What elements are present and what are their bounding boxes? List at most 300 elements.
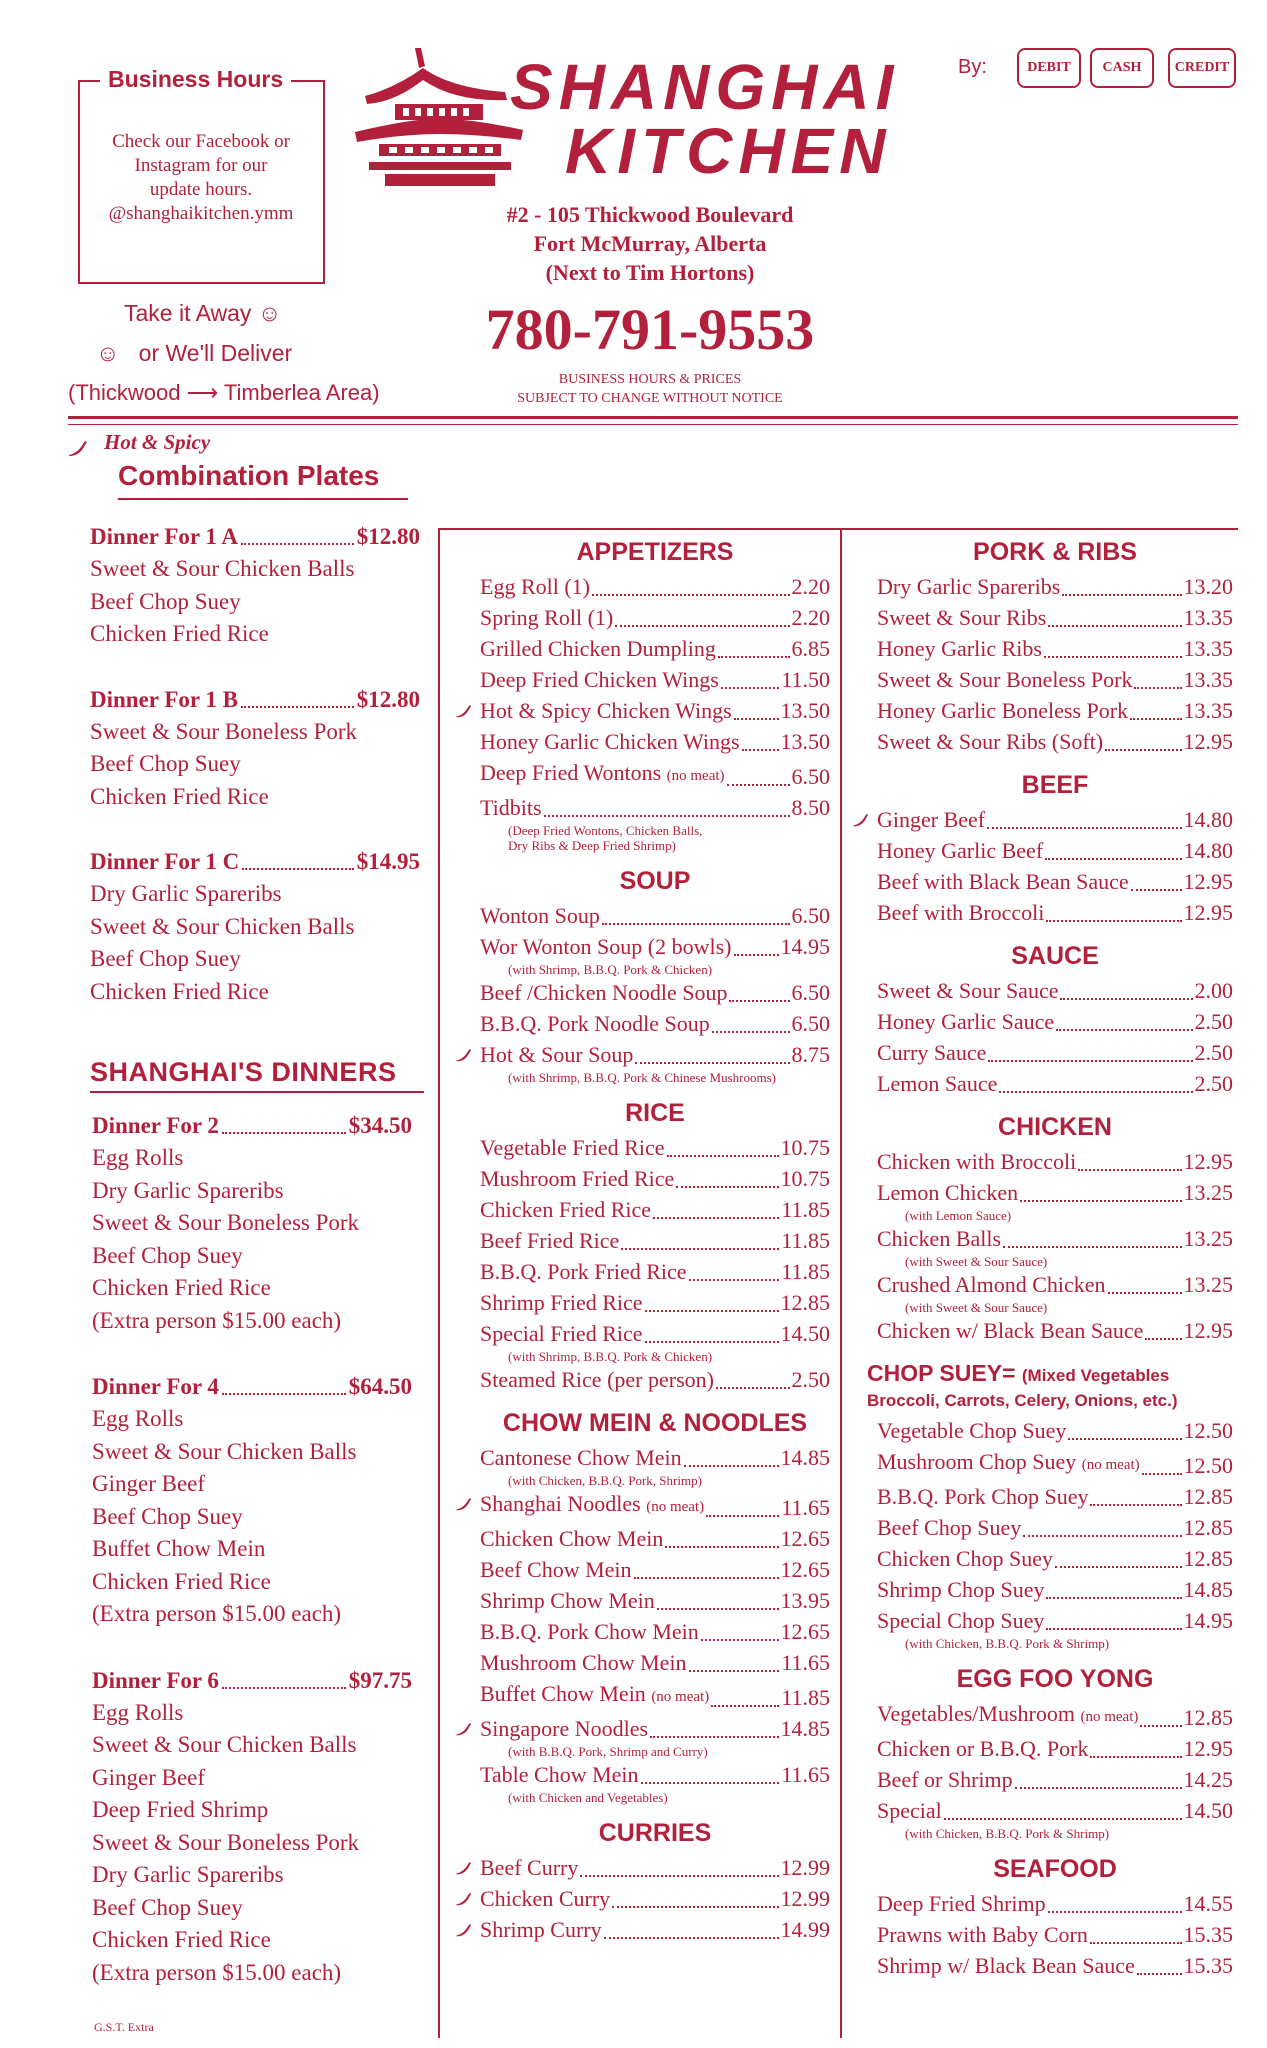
- menu-item-name-text: Honey Garlic Chicken Wings: [480, 729, 740, 754]
- menu-item-name-text: Chicken w/ Black Bean Sauce: [877, 1318, 1144, 1343]
- menu-item-price: 13.95: [780, 1588, 830, 1613]
- combo-item: Sweet & Sour Chicken Balls: [92, 1438, 357, 1464]
- payment-credit: CREDIT: [1168, 48, 1236, 88]
- combo-group: [92, 1110, 412, 1337]
- combination-plates-title: Combination Plates: [118, 460, 380, 491]
- menu-item-note: (with Shrimp, B.B.Q. Pork & Chicken): [508, 962, 713, 977]
- menu-item-name: [480, 1256, 687, 1287]
- menu-item: [877, 1006, 1233, 1037]
- menu-item-name: [877, 1415, 1066, 1446]
- dot-leader: [1090, 1756, 1181, 1758]
- dot-leader: [1140, 1725, 1181, 1727]
- dot-leader: [711, 1705, 779, 1707]
- menu-item-name: [877, 1068, 997, 1099]
- dot-leader: [1137, 1973, 1182, 1975]
- menu-item-name: [480, 1713, 648, 1744]
- combo-item: Beef Chop Suey: [92, 1894, 243, 1920]
- menu-item-name-text: Beef with Black Bean Sauce: [877, 869, 1129, 894]
- menu-item-name: [480, 1039, 633, 1070]
- combo-price: $34.50: [348, 1113, 412, 1138]
- menu-item: [877, 1950, 1233, 1981]
- menu-item-name: [480, 1914, 602, 1945]
- header-divider: [68, 416, 1238, 419]
- right-menu-column: [867, 538, 1233, 1981]
- dot-leader: [1090, 1942, 1182, 1944]
- menu-item-name: [480, 664, 719, 695]
- menu-item: [877, 1223, 1233, 1254]
- menu-item-name: [877, 866, 1129, 897]
- dinners-title-underline: [90, 1091, 424, 1093]
- menu-item: [877, 1733, 1233, 1764]
- menu-item-name-text: Table Chow Mein: [480, 1762, 639, 1787]
- menu-item-name-text: Vegetables/Mushroom: [877, 1701, 1075, 1726]
- combo-item: Egg Rolls: [92, 1145, 184, 1170]
- section-title: SEAFOOD: [993, 1855, 1117, 1883]
- menu-item-price: 14.55: [1183, 1891, 1233, 1916]
- section-title: BEEF: [1021, 771, 1089, 799]
- dot-leader: [612, 1906, 778, 1908]
- menu-item-price: 12.85: [780, 1290, 830, 1315]
- menu-item-name: [480, 1442, 682, 1473]
- smiley-icon: ☺: [96, 340, 120, 366]
- menu-item: [480, 1883, 830, 1914]
- menu-item-name: [480, 1163, 674, 1194]
- takeaway-line: Take it Away ☺: [124, 300, 282, 326]
- menu-item-price: 6.50: [791, 980, 830, 1005]
- dot-leader: [1134, 687, 1181, 689]
- menu-item-name: [877, 1698, 1138, 1733]
- menu-item-name: [480, 633, 716, 664]
- menu-item-name: [877, 571, 1060, 602]
- menu-item: [480, 900, 830, 931]
- combo-heading: [90, 684, 420, 716]
- menu-item: [877, 1512, 1233, 1543]
- section-title: SAUCE: [1011, 942, 1099, 970]
- menu-item: [480, 1488, 830, 1523]
- menu-item-name-text: Chicken or B.B.Q. Pork: [877, 1736, 1089, 1761]
- menu-item-name-text: Honey Garlic Beef: [877, 838, 1044, 863]
- dot-leader: [1145, 1338, 1181, 1340]
- menu-item-name-text: Sweet & Sour Boneless Pork: [877, 667, 1133, 692]
- menu-item-name: [480, 1194, 651, 1225]
- combo-group: [92, 1665, 412, 1990]
- menu-item-name: [877, 633, 1042, 664]
- combo-heading: [92, 1371, 412, 1403]
- menu-item-price: 11.85: [781, 1228, 830, 1253]
- combo-item: Deep Fried Shrimp: [92, 1797, 269, 1822]
- menu-item: [480, 1585, 830, 1616]
- combo-name: Dinner For 6: [92, 1667, 219, 1693]
- menu-item-price: 12.85: [1183, 1484, 1233, 1509]
- dot-leader: [222, 1110, 346, 1134]
- menu-item-name-text: Singapore Noodles: [480, 1716, 649, 1741]
- menu-item: [480, 664, 830, 695]
- dot-leader: [604, 1937, 779, 1939]
- dot-leader: [684, 1465, 779, 1467]
- dot-leader: [1131, 889, 1182, 891]
- menu-item-name-text: Beef with Broccoli: [877, 900, 1045, 925]
- menu-item: [480, 1852, 830, 1883]
- chili-pepper-icon: [454, 1920, 472, 1938]
- menu-item-name: [480, 602, 613, 633]
- menu-item-note: (with Shrimp, B.B.Q. Pork & Chinese Mushrooms): [508, 1070, 776, 1085]
- menu-item-note: (with Chicken and Vegetables): [508, 1790, 668, 1805]
- menu-item-name-text: Steamed Rice (per person): [480, 1367, 714, 1392]
- menu-item-name: [877, 1733, 1088, 1764]
- column-divider-right: [840, 528, 842, 2038]
- menu-item: [480, 1442, 830, 1473]
- menu-item: [877, 1068, 1233, 1099]
- menu-item-price: 12.95: [1183, 1318, 1233, 1343]
- menu-item-name-text: Shrimp Curry: [480, 1917, 602, 1942]
- dot-leader: [712, 1031, 790, 1033]
- chili-pepper-icon: [851, 810, 869, 828]
- menu-item-name-text: B.B.Q. Pork Chop Suey: [877, 1484, 1089, 1509]
- menu-item: [480, 757, 830, 792]
- section-subtitle: (Mixed Vegetables: [1021, 1366, 1170, 1385]
- menu-item-name: [877, 897, 1044, 928]
- section-title: EGG FOO YONG: [956, 1665, 1154, 1693]
- menu-item-name-text: B.B.Q. Pork Fried Rice: [480, 1259, 687, 1284]
- combo-item: Beef Chop Suey: [90, 751, 241, 776]
- menu-item: [877, 835, 1233, 866]
- menu-item-name-text: Prawns with Baby Corn: [877, 1922, 1088, 1947]
- menu-item: [480, 726, 830, 757]
- section-title: PORK & RIBS: [973, 538, 1137, 566]
- menu-item-price: 11.50: [781, 667, 830, 692]
- combination-plates-list: [90, 521, 420, 1041]
- menu-item: [480, 1647, 830, 1678]
- dot-leader: [734, 954, 779, 956]
- menu-item-name-text: Deep Fried Wontons: [480, 760, 662, 785]
- dot-leader: [1046, 1597, 1181, 1599]
- combo-item: Beef Chop Suey: [92, 1242, 243, 1268]
- combo-item: Egg Rolls: [92, 1406, 184, 1431]
- menu-item-name-text: Curry Sauce: [877, 1040, 987, 1065]
- menu-item-note: (with Lemon Sauce): [905, 1208, 1012, 1223]
- menu-item-name-text: Deep Fried Chicken Wings: [480, 667, 719, 692]
- chili-pepper-icon: [454, 1889, 472, 1907]
- menu-item-price: 13.35: [1183, 605, 1233, 630]
- dot-leader: [592, 594, 790, 596]
- business-hours-text: Check our Facebook or Instagram for our update hours. @shanghaikitchen.ymm: [108, 131, 294, 224]
- dot-leader: [1060, 998, 1192, 1000]
- combo-item: Chicken Fried Rice: [92, 1275, 271, 1300]
- dot-leader: [1078, 1169, 1181, 1171]
- menu-item-name: [480, 1523, 663, 1554]
- menu-item: [877, 866, 1233, 897]
- menu-item: [480, 1554, 830, 1585]
- menu-item: [480, 1713, 830, 1744]
- dot-leader: [944, 1818, 1182, 1820]
- menu-item-price: 11.65: [781, 1762, 830, 1787]
- dot-leader: [689, 1670, 780, 1672]
- header-divider-thin: [68, 424, 1238, 425]
- menu-item: [877, 1269, 1233, 1300]
- price-notice: BUSINESS HOURS & PRICES SUBJECT TO CHANGE WITHOUT NOTICE: [517, 372, 783, 406]
- dot-leader: [222, 1371, 346, 1395]
- section-subtitle-2: Broccoli, Carrots, Celery, Onions, etc.): [867, 1391, 1178, 1410]
- menu-item: [480, 695, 830, 726]
- menu-item-name: [480, 1554, 632, 1585]
- business-hours-title: Business Hours: [100, 66, 291, 93]
- menu-item-name-text: Beef /Chicken Noodle Soup: [480, 980, 728, 1005]
- menu-item-name: [480, 1008, 710, 1039]
- menu-item-name-text: Shrimp Chop Suey: [877, 1577, 1045, 1602]
- dot-leader: [580, 1875, 778, 1877]
- menu-item: [877, 1315, 1233, 1346]
- menu-item: [480, 1225, 830, 1256]
- payment-cash: CASH: [1090, 48, 1154, 88]
- menu-item: [877, 602, 1233, 633]
- combo-item: Dry Garlic Spareribs: [92, 1177, 284, 1203]
- menu-item: [877, 1795, 1233, 1826]
- menu-item-name-text: Special: [877, 1798, 942, 1823]
- column-divider-left: [438, 528, 440, 2038]
- menu-item-price: 13.25: [1183, 1226, 1233, 1251]
- combo-item: Chicken Fried Rice: [90, 978, 269, 1004]
- menu-item-name: [877, 695, 1128, 726]
- menu-item-qualifier: (no meat): [646, 1499, 705, 1515]
- dot-leader: [1048, 625, 1181, 627]
- menu-item-price: 12.95: [1183, 900, 1233, 925]
- menu-item: [877, 664, 1233, 695]
- menu-item-note: (with Shrimp, B.B.Q. Pork & Chicken): [508, 1349, 713, 1364]
- dot-leader: [634, 1577, 779, 1579]
- menu-item-note: (with Chicken, B.B.Q. Pork & Shrimp): [905, 1826, 1110, 1841]
- menu-item-name-text: Lemon Chicken: [877, 1180, 1019, 1205]
- menu-item-name: [877, 1223, 1001, 1254]
- menu-item-name: [480, 931, 732, 962]
- menu-item-name-text: Egg Roll (1): [480, 574, 590, 599]
- menu-item-price: 10.75: [780, 1166, 830, 1191]
- menu-item-name-text: Wonton Soup: [480, 903, 600, 928]
- combo-item: Beef Chop Suey: [90, 946, 241, 971]
- menu-item-name: [480, 1287, 643, 1318]
- combo-name: Dinner For 1 B: [90, 686, 239, 712]
- menu-item-name: [877, 664, 1132, 695]
- menu-item-name-text: Honey Garlic Ribs: [877, 636, 1042, 661]
- restaurant-address: #2 - 105 Thickwood Boulevard Fort McMurray, Alberta (Next to Tim Hortons): [506, 202, 794, 285]
- menu-item-name: [480, 1616, 699, 1647]
- combo-price: $12.80: [356, 524, 420, 549]
- menu-item-price: 13.25: [1183, 1272, 1233, 1297]
- dot-leader: [1046, 920, 1181, 922]
- menu-item: [877, 1764, 1233, 1795]
- menu-item-price: 2.50: [1194, 1040, 1233, 1065]
- chili-pepper-icon: [454, 1858, 472, 1876]
- menu-item-price: 14.95: [780, 934, 830, 959]
- combo-group: [92, 1371, 412, 1631]
- hot-spicy-legend: Hot & Spicy: [104, 430, 211, 454]
- menu-item-price: 2.50: [1194, 1071, 1233, 1096]
- menu-item: [480, 602, 830, 633]
- combo-name: Dinner For 1 C: [90, 849, 240, 874]
- menu-item-name: [877, 1888, 1046, 1919]
- dot-leader: [544, 815, 790, 817]
- menu-item-name: [877, 835, 1043, 866]
- menu-item-name: [480, 1364, 714, 1395]
- menu-item-price: 14.85: [1183, 1577, 1233, 1602]
- combo-name: Dinner For 2: [92, 1113, 219, 1138]
- menu-item-qualifier: (no meat): [666, 768, 725, 784]
- menu-item-note: (with Chicken, B.B.Q. Pork, Shrimp): [508, 1473, 702, 1488]
- menu-item-price: 14.95: [1183, 1608, 1233, 1633]
- menu-item-name-text: Wor Wonton Soup (2 bowls): [480, 934, 732, 959]
- menu-item-price: 13.20: [1183, 574, 1233, 599]
- combo-name: Dinner For 1 A: [90, 524, 239, 549]
- menu-item: [877, 1605, 1233, 1636]
- menu-item-price: 2.20: [791, 605, 830, 630]
- dot-leader: [701, 1639, 779, 1641]
- menu-item-note: (with Sweet & Sour Sauce): [905, 1254, 1048, 1269]
- menu-item: [480, 1194, 830, 1225]
- middle-menu-column: [480, 538, 830, 1945]
- dot-leader: [222, 1665, 346, 1689]
- dot-leader: [718, 656, 790, 658]
- dot-leader: [1003, 1246, 1181, 1248]
- combo-price: $97.75: [348, 1667, 412, 1693]
- menu-item-note: (Deep Fried Wontons, Chicken Balls,: [508, 823, 703, 838]
- menu-item: [877, 726, 1233, 757]
- dot-leader: [734, 718, 779, 720]
- menu-item: [480, 931, 830, 962]
- menu-item: [480, 977, 830, 1008]
- menu-item-name-text: Beef Chop Suey: [877, 1515, 1022, 1540]
- section-title: CHICKEN: [998, 1113, 1112, 1141]
- dot-leader: [1108, 1292, 1182, 1294]
- menu-item: [480, 571, 830, 602]
- pagoda-logo-icon: [355, 48, 525, 190]
- dot-leader: [635, 1062, 789, 1064]
- menu-item-name-text: Mushroom Fried Rice: [480, 1166, 675, 1191]
- menu-item-price: 12.50: [1183, 1453, 1233, 1478]
- menu-item: [877, 804, 1233, 835]
- menu-item-name-text: Mushroom Chop Suey: [877, 1449, 1077, 1474]
- menu-item: [480, 1318, 830, 1349]
- chili-pepper-icon: [454, 1719, 472, 1737]
- dot-leader: [615, 625, 789, 627]
- combo-item: Sweet & Sour Boneless Pork: [90, 718, 358, 744]
- menu-item-name: [480, 1759, 639, 1790]
- menu-item-note: Dry Ribs & Deep Fried Shrimp): [508, 838, 676, 853]
- menu-item-price: 12.85: [1183, 1705, 1233, 1730]
- menu-item: [480, 1163, 830, 1194]
- menu-item-name-text: Sweet & Sour Ribs (Soft): [877, 729, 1104, 754]
- payment-debit: DEBIT: [1017, 48, 1081, 88]
- dot-leader: [987, 827, 1181, 829]
- menu-item-name-text: Grilled Chicken Dumpling: [480, 636, 716, 661]
- dot-leader: [1044, 656, 1182, 658]
- section-title: APPETIZERS: [576, 538, 734, 566]
- menu-item-name-text: Special Chop Suey: [877, 1608, 1045, 1633]
- combo-group: [90, 846, 420, 1008]
- dot-leader: [1068, 1438, 1181, 1440]
- dot-leader: [742, 749, 779, 751]
- chili-pepper-icon: [454, 1045, 472, 1063]
- menu-item-name-text: Beef or Shrimp: [877, 1767, 1013, 1792]
- dot-leader: [706, 1515, 779, 1517]
- menu-item-price: 2.00: [1194, 978, 1233, 1003]
- combo-item: (Extra person $15.00 each): [92, 1959, 342, 1985]
- menu-item-name-text: Chicken Chop Suey: [877, 1546, 1053, 1571]
- menu-item-name: [877, 1177, 1018, 1208]
- section-title: SOUP: [619, 867, 691, 895]
- menu-item: [877, 1919, 1233, 1950]
- menu-item: [877, 695, 1233, 726]
- menu-item: [877, 897, 1233, 928]
- menu-item: [480, 1678, 830, 1713]
- menu-item-name: [480, 1488, 704, 1523]
- menu-item-name-text: B.B.Q. Pork Chow Mein: [480, 1619, 699, 1644]
- menu-item-price: 12.95: [1183, 869, 1233, 894]
- menu-item: [480, 1523, 830, 1554]
- menu-item-name-text: Ginger Beef: [877, 807, 986, 832]
- dot-leader: [242, 846, 353, 870]
- menu-item-price: 6.50: [791, 903, 830, 928]
- combo-heading: [92, 1110, 412, 1142]
- menu-item-price: 8.75: [791, 1042, 830, 1067]
- menu-item-name: [480, 1225, 619, 1256]
- menu-item-name: [480, 726, 740, 757]
- menu-item-name: [480, 1647, 687, 1678]
- delivery-area: (Thickwood ⟶ Timberlea Area): [68, 380, 380, 405]
- menu-item-name: [877, 1795, 942, 1826]
- menu-item-price: 14.85: [780, 1445, 830, 1470]
- menu-item: [877, 571, 1233, 602]
- combo-item: Buffet Chow Mein: [92, 1536, 266, 1561]
- combo-item: Chicken Fried Rice: [92, 1927, 271, 1952]
- menu-item: [877, 1543, 1233, 1574]
- menu-item-name: [877, 1605, 1044, 1636]
- menu-item-price: 11.85: [781, 1259, 830, 1284]
- dot-leader: [727, 784, 790, 786]
- menu-item-price: 12.95: [1183, 1736, 1233, 1761]
- menu-item-name: [877, 1315, 1143, 1346]
- combo-item: Sweet & Sour Chicken Balls: [90, 556, 355, 581]
- dot-leader: [1055, 1566, 1182, 1568]
- phone-number[interactable]: 780-791-9553: [485, 297, 815, 362]
- combo-item: Chicken Fried Rice: [92, 1568, 271, 1594]
- menu-item-name-text: Chicken Curry: [480, 1886, 611, 1911]
- menu-item-name: [877, 1764, 1013, 1795]
- menu-item-price: 13.35: [1183, 636, 1233, 661]
- menu-item-name: [480, 695, 732, 726]
- menu-item-name: [877, 1512, 1021, 1543]
- combo-item: Chicken Fried Rice: [90, 621, 269, 646]
- combo-heading: [92, 1665, 412, 1697]
- menu-item: [877, 633, 1233, 664]
- payment-label: By:: [958, 56, 987, 78]
- combo-item: Sweet & Sour Boneless Pork: [92, 1210, 360, 1235]
- combo-group: [90, 521, 420, 651]
- menu-item-name: [877, 1543, 1053, 1574]
- combo-price: $12.80: [356, 686, 420, 712]
- dot-leader: [657, 1608, 779, 1610]
- combo-item: Beef Chop Suey: [90, 588, 241, 614]
- menu-item-name: [480, 1585, 655, 1616]
- menu-item-price: 13.35: [1183, 698, 1233, 723]
- menu-item: [877, 1698, 1233, 1733]
- menu-item-name-text: Beef Chow Mein: [480, 1557, 632, 1582]
- menu-item-price: 12.50: [1183, 1418, 1233, 1443]
- menu-item-price: 14.99: [780, 1917, 830, 1942]
- section-title: CURRIES: [598, 1819, 712, 1847]
- menu-item-price: 14.80: [1183, 807, 1233, 832]
- menu-item: [480, 1364, 830, 1395]
- menu-item-name: [480, 977, 727, 1008]
- menu-item-name-text: Buffet Chow Mein: [480, 1681, 646, 1706]
